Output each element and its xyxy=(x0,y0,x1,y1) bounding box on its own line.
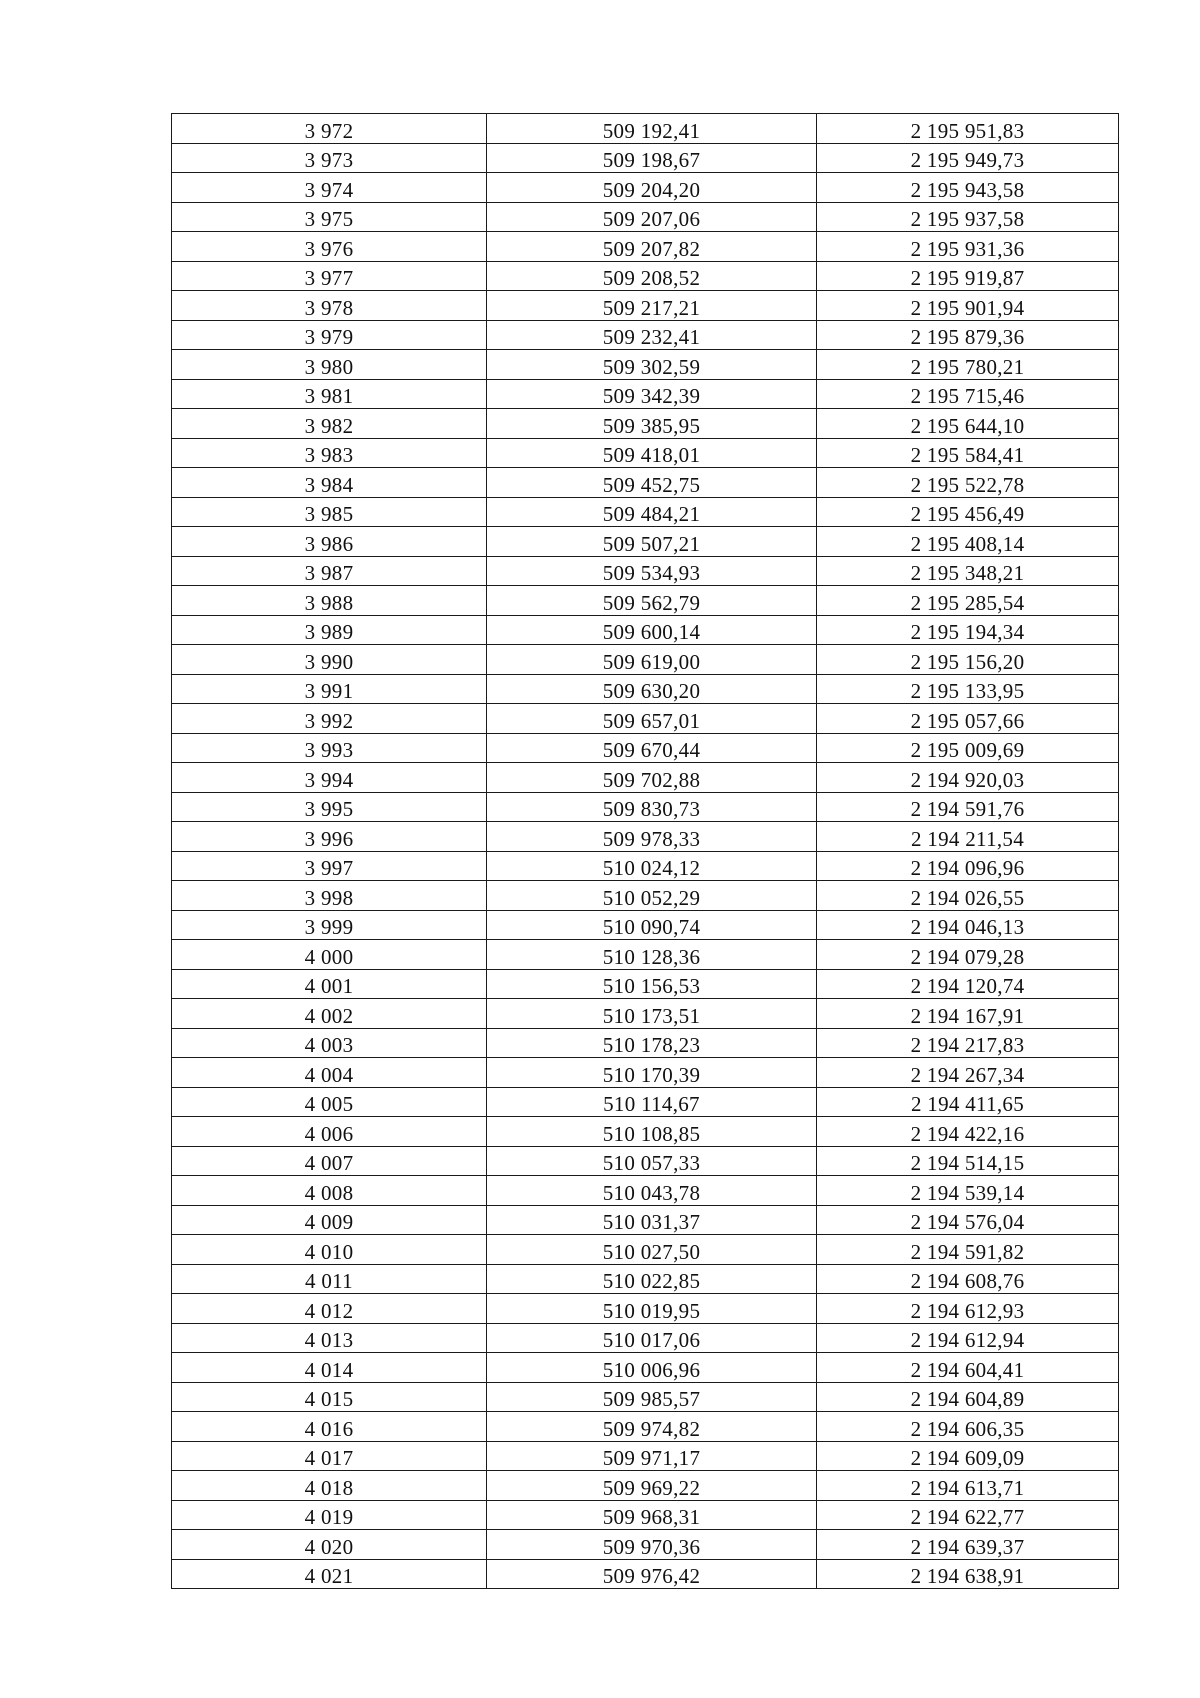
point-number-cell: 4 008 xyxy=(172,1176,487,1206)
y-coordinate-cell: 2 194 622,77 xyxy=(817,1500,1119,1530)
table-row xyxy=(172,851,1119,881)
x-coordinate-cell: 509 657,01 xyxy=(487,704,817,734)
x-coordinate-cell: 509 969,22 xyxy=(487,1471,817,1501)
y-coordinate-cell: 2 195 949,73 xyxy=(817,143,1119,173)
table-row xyxy=(172,999,1119,1029)
x-coordinate-cell: 509 968,31 xyxy=(487,1500,817,1530)
x-coordinate-cell: 509 342,39 xyxy=(487,379,817,409)
y-coordinate-cell: 2 194 167,91 xyxy=(817,999,1119,1029)
point-number-cell: 3 979 xyxy=(172,320,487,350)
y-coordinate-cell: 2 195 931,36 xyxy=(817,232,1119,262)
x-coordinate-cell: 510 027,50 xyxy=(487,1235,817,1265)
table-row xyxy=(172,733,1119,763)
point-number-cell: 3 991 xyxy=(172,674,487,704)
y-coordinate-cell: 2 194 608,76 xyxy=(817,1264,1119,1294)
point-number-cell: 3 994 xyxy=(172,763,487,793)
y-coordinate-cell: 2 195 156,20 xyxy=(817,645,1119,675)
y-coordinate-cell: 2 194 120,74 xyxy=(817,969,1119,999)
point-number-cell: 4 011 xyxy=(172,1264,487,1294)
point-number-cell: 3 972 xyxy=(172,114,487,144)
point-number-cell: 3 976 xyxy=(172,232,487,262)
table-row xyxy=(172,438,1119,468)
table-row xyxy=(172,645,1119,675)
x-coordinate-cell: 509 974,82 xyxy=(487,1412,817,1442)
y-coordinate-cell: 2 195 009,69 xyxy=(817,733,1119,763)
point-number-cell: 3 995 xyxy=(172,792,487,822)
point-number-cell: 3 983 xyxy=(172,438,487,468)
y-coordinate-cell: 2 195 919,87 xyxy=(817,261,1119,291)
point-number-cell: 3 973 xyxy=(172,143,487,173)
table-row xyxy=(172,881,1119,911)
x-coordinate-cell: 509 630,20 xyxy=(487,674,817,704)
x-coordinate-cell: 509 978,33 xyxy=(487,822,817,852)
table-row xyxy=(172,556,1119,586)
point-number-cell: 4 018 xyxy=(172,1471,487,1501)
coordinates-table xyxy=(171,113,1119,1589)
x-coordinate-cell: 510 128,36 xyxy=(487,940,817,970)
coordinates-table-body xyxy=(172,114,1119,1589)
y-coordinate-cell: 2 194 604,89 xyxy=(817,1382,1119,1412)
point-number-cell: 4 021 xyxy=(172,1559,487,1589)
y-coordinate-cell: 2 194 639,37 xyxy=(817,1530,1119,1560)
table-row xyxy=(172,969,1119,999)
table-row xyxy=(172,1028,1119,1058)
table-row xyxy=(172,202,1119,232)
y-coordinate-cell: 2 195 584,41 xyxy=(817,438,1119,468)
point-number-cell: 4 010 xyxy=(172,1235,487,1265)
table-row xyxy=(172,1294,1119,1324)
table-row xyxy=(172,1500,1119,1530)
y-coordinate-cell: 2 194 591,82 xyxy=(817,1235,1119,1265)
point-number-cell: 4 002 xyxy=(172,999,487,1029)
point-number-cell: 4 006 xyxy=(172,1117,487,1147)
y-coordinate-cell: 2 194 422,16 xyxy=(817,1117,1119,1147)
x-coordinate-cell: 509 192,41 xyxy=(487,114,817,144)
y-coordinate-cell: 2 194 576,04 xyxy=(817,1205,1119,1235)
y-coordinate-cell: 2 194 606,35 xyxy=(817,1412,1119,1442)
point-number-cell: 3 981 xyxy=(172,379,487,409)
x-coordinate-cell: 509 619,00 xyxy=(487,645,817,675)
y-coordinate-cell: 2 194 612,93 xyxy=(817,1294,1119,1324)
table-row xyxy=(172,822,1119,852)
y-coordinate-cell: 2 195 901,94 xyxy=(817,291,1119,321)
y-coordinate-cell: 2 194 046,13 xyxy=(817,910,1119,940)
table-row xyxy=(172,1235,1119,1265)
y-coordinate-cell: 2 195 194,34 xyxy=(817,615,1119,645)
x-coordinate-cell: 510 006,96 xyxy=(487,1353,817,1383)
coordinate-sheet xyxy=(171,113,1118,1589)
point-number-cell: 4 009 xyxy=(172,1205,487,1235)
x-coordinate-cell: 510 019,95 xyxy=(487,1294,817,1324)
x-coordinate-cell: 509 232,41 xyxy=(487,320,817,350)
point-number-cell: 4 000 xyxy=(172,940,487,970)
table-row xyxy=(172,114,1119,144)
point-number-cell: 3 988 xyxy=(172,586,487,616)
point-number-cell: 3 986 xyxy=(172,527,487,557)
table-row xyxy=(172,261,1119,291)
x-coordinate-cell: 510 043,78 xyxy=(487,1176,817,1206)
table-row xyxy=(172,1412,1119,1442)
table-row xyxy=(172,1264,1119,1294)
y-coordinate-cell: 2 195 057,66 xyxy=(817,704,1119,734)
point-number-cell: 3 977 xyxy=(172,261,487,291)
point-number-cell: 3 980 xyxy=(172,350,487,380)
y-coordinate-cell: 2 195 951,83 xyxy=(817,114,1119,144)
point-number-cell: 3 996 xyxy=(172,822,487,852)
table-row xyxy=(172,1176,1119,1206)
x-coordinate-cell: 510 031,37 xyxy=(487,1205,817,1235)
table-row xyxy=(172,379,1119,409)
table-row xyxy=(172,232,1119,262)
y-coordinate-cell: 2 195 522,78 xyxy=(817,468,1119,498)
y-coordinate-cell: 2 195 937,58 xyxy=(817,202,1119,232)
y-coordinate-cell: 2 194 604,41 xyxy=(817,1353,1119,1383)
x-coordinate-cell: 509 484,21 xyxy=(487,497,817,527)
y-coordinate-cell: 2 194 211,54 xyxy=(817,822,1119,852)
x-coordinate-cell: 509 207,06 xyxy=(487,202,817,232)
point-number-cell: 4 016 xyxy=(172,1412,487,1442)
x-coordinate-cell: 510 108,85 xyxy=(487,1117,817,1147)
y-coordinate-cell: 2 194 920,03 xyxy=(817,763,1119,793)
table-row xyxy=(172,143,1119,173)
point-number-cell: 4 014 xyxy=(172,1353,487,1383)
table-row xyxy=(172,1323,1119,1353)
y-coordinate-cell: 2 194 079,28 xyxy=(817,940,1119,970)
table-row xyxy=(172,1382,1119,1412)
point-number-cell: 3 987 xyxy=(172,556,487,586)
table-row xyxy=(172,615,1119,645)
y-coordinate-cell: 2 194 096,96 xyxy=(817,851,1119,881)
point-number-cell: 3 998 xyxy=(172,881,487,911)
table-row xyxy=(172,1353,1119,1383)
y-coordinate-cell: 2 195 780,21 xyxy=(817,350,1119,380)
y-coordinate-cell: 2 194 217,83 xyxy=(817,1028,1119,1058)
point-number-cell: 4 005 xyxy=(172,1087,487,1117)
point-number-cell: 4 017 xyxy=(172,1441,487,1471)
x-coordinate-cell: 510 022,85 xyxy=(487,1264,817,1294)
point-number-cell: 4 003 xyxy=(172,1028,487,1058)
y-coordinate-cell: 2 194 638,91 xyxy=(817,1559,1119,1589)
x-coordinate-cell: 510 024,12 xyxy=(487,851,817,881)
point-number-cell: 3 984 xyxy=(172,468,487,498)
y-coordinate-cell: 2 195 456,49 xyxy=(817,497,1119,527)
table-row xyxy=(172,910,1119,940)
point-number-cell: 3 982 xyxy=(172,409,487,439)
point-number-cell: 3 993 xyxy=(172,733,487,763)
table-row xyxy=(172,1058,1119,1088)
x-coordinate-cell: 509 600,14 xyxy=(487,615,817,645)
x-coordinate-cell: 509 385,95 xyxy=(487,409,817,439)
point-number-cell: 3 975 xyxy=(172,202,487,232)
point-number-cell: 3 999 xyxy=(172,910,487,940)
table-row xyxy=(172,674,1119,704)
y-coordinate-cell: 2 194 514,15 xyxy=(817,1146,1119,1176)
x-coordinate-cell: 510 052,29 xyxy=(487,881,817,911)
table-row xyxy=(172,1087,1119,1117)
table-row xyxy=(172,1117,1119,1147)
y-coordinate-cell: 2 195 715,46 xyxy=(817,379,1119,409)
table-row xyxy=(172,173,1119,203)
table-row xyxy=(172,1205,1119,1235)
table-row xyxy=(172,527,1119,557)
x-coordinate-cell: 509 507,21 xyxy=(487,527,817,557)
point-number-cell: 4 013 xyxy=(172,1323,487,1353)
table-row xyxy=(172,320,1119,350)
x-coordinate-cell: 509 976,42 xyxy=(487,1559,817,1589)
x-coordinate-cell: 509 971,17 xyxy=(487,1441,817,1471)
x-coordinate-cell: 510 170,39 xyxy=(487,1058,817,1088)
y-coordinate-cell: 2 194 411,65 xyxy=(817,1087,1119,1117)
y-coordinate-cell: 2 195 879,36 xyxy=(817,320,1119,350)
table-row xyxy=(172,1441,1119,1471)
table-row xyxy=(172,291,1119,321)
table-row xyxy=(172,1471,1119,1501)
x-coordinate-cell: 509 217,21 xyxy=(487,291,817,321)
x-coordinate-cell: 510 156,53 xyxy=(487,969,817,999)
x-coordinate-cell: 510 017,06 xyxy=(487,1323,817,1353)
y-coordinate-cell: 2 195 285,54 xyxy=(817,586,1119,616)
point-number-cell: 3 992 xyxy=(172,704,487,734)
point-number-cell: 4 001 xyxy=(172,969,487,999)
x-coordinate-cell: 509 562,79 xyxy=(487,586,817,616)
table-row xyxy=(172,792,1119,822)
point-number-cell: 3 985 xyxy=(172,497,487,527)
x-coordinate-cell: 509 534,93 xyxy=(487,556,817,586)
point-number-cell: 3 974 xyxy=(172,173,487,203)
y-coordinate-cell: 2 195 943,58 xyxy=(817,173,1119,203)
point-number-cell: 3 989 xyxy=(172,615,487,645)
y-coordinate-cell: 2 195 408,14 xyxy=(817,527,1119,557)
table-row xyxy=(172,586,1119,616)
x-coordinate-cell: 509 198,67 xyxy=(487,143,817,173)
x-coordinate-cell: 510 114,67 xyxy=(487,1087,817,1117)
x-coordinate-cell: 509 452,75 xyxy=(487,468,817,498)
x-coordinate-cell: 509 418,01 xyxy=(487,438,817,468)
table-row xyxy=(172,497,1119,527)
x-coordinate-cell: 509 970,36 xyxy=(487,1530,817,1560)
table-row xyxy=(172,1530,1119,1560)
table-row xyxy=(172,468,1119,498)
y-coordinate-cell: 2 195 133,95 xyxy=(817,674,1119,704)
y-coordinate-cell: 2 194 613,71 xyxy=(817,1471,1119,1501)
table-row xyxy=(172,350,1119,380)
point-number-cell: 4 007 xyxy=(172,1146,487,1176)
table-row xyxy=(172,940,1119,970)
x-coordinate-cell: 509 302,59 xyxy=(487,350,817,380)
point-number-cell: 3 990 xyxy=(172,645,487,675)
table-row xyxy=(172,704,1119,734)
x-coordinate-cell: 510 057,33 xyxy=(487,1146,817,1176)
point-number-cell: 4 012 xyxy=(172,1294,487,1324)
y-coordinate-cell: 2 195 348,21 xyxy=(817,556,1119,586)
y-coordinate-cell: 2 194 026,55 xyxy=(817,881,1119,911)
y-coordinate-cell: 2 194 539,14 xyxy=(817,1176,1119,1206)
x-coordinate-cell: 510 173,51 xyxy=(487,999,817,1029)
table-row xyxy=(172,1146,1119,1176)
table-row xyxy=(172,409,1119,439)
point-number-cell: 4 020 xyxy=(172,1530,487,1560)
x-coordinate-cell: 509 207,82 xyxy=(487,232,817,262)
point-number-cell: 3 978 xyxy=(172,291,487,321)
x-coordinate-cell: 510 090,74 xyxy=(487,910,817,940)
point-number-cell: 4 019 xyxy=(172,1500,487,1530)
x-coordinate-cell: 509 670,44 xyxy=(487,733,817,763)
point-number-cell: 3 997 xyxy=(172,851,487,881)
x-coordinate-cell: 509 985,57 xyxy=(487,1382,817,1412)
x-coordinate-cell: 509 830,73 xyxy=(487,792,817,822)
x-coordinate-cell: 510 178,23 xyxy=(487,1028,817,1058)
y-coordinate-cell: 2 195 644,10 xyxy=(817,409,1119,439)
point-number-cell: 4 015 xyxy=(172,1382,487,1412)
y-coordinate-cell: 2 194 267,34 xyxy=(817,1058,1119,1088)
y-coordinate-cell: 2 194 609,09 xyxy=(817,1441,1119,1471)
x-coordinate-cell: 509 702,88 xyxy=(487,763,817,793)
table-row xyxy=(172,1559,1119,1589)
y-coordinate-cell: 2 194 591,76 xyxy=(817,792,1119,822)
x-coordinate-cell: 509 208,52 xyxy=(487,261,817,291)
y-coordinate-cell: 2 194 612,94 xyxy=(817,1323,1119,1353)
table-row xyxy=(172,763,1119,793)
point-number-cell: 4 004 xyxy=(172,1058,487,1088)
x-coordinate-cell: 509 204,20 xyxy=(487,173,817,203)
